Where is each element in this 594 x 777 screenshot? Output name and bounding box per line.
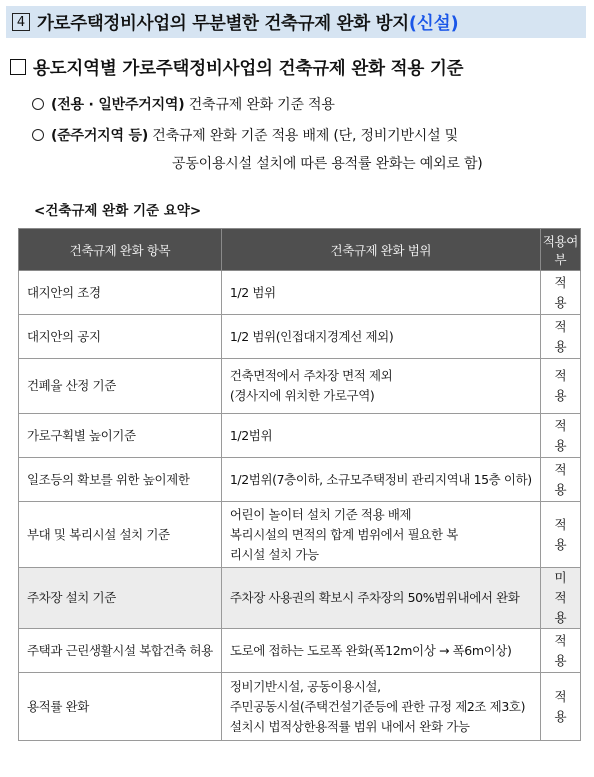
table-row [19, 359, 581, 414]
bullet-label: (전용 · 일반주거지역) [51, 97, 185, 113]
range-line: (경사지에 위치한 가로구역) [229, 388, 375, 403]
row-range [221, 414, 540, 458]
circle-bullet-icon [32, 98, 44, 110]
range-line: 도로에 접하는 도로폭 완화(폭12m이상 → 폭6m이상) [229, 642, 512, 658]
row-range [221, 502, 540, 568]
bullet-text: 건축규제 완화 기준 적용 [184, 97, 335, 113]
row-range [221, 673, 540, 741]
row-applied: 적용 [540, 271, 580, 315]
table-row [19, 673, 581, 741]
row-applied: 적용 [540, 414, 580, 458]
row-range [221, 568, 540, 629]
section-number: 4 [12, 13, 30, 31]
row-item: 대지안의 조경 [19, 271, 222, 315]
range-line: 1/2범위 [229, 427, 273, 443]
regulation-summary-table [18, 228, 581, 741]
row-applied: 적용 [540, 359, 580, 414]
row-applied: 미적용 [540, 568, 580, 629]
table-caption: <건축규제 완화 기준 요약> [34, 203, 202, 219]
range-line: 어린이 놀이터 설치 기준 적용 배제 [229, 506, 412, 522]
row-item: 일조등의 확보를 위한 높이제한 [19, 458, 222, 502]
sub-heading [10, 54, 463, 80]
row-applied: 적용 [540, 502, 580, 568]
row-item: 용적률 완화 [19, 673, 222, 741]
range-line: 주민공동시설(주택건설기준등에 관한 규정 제2조 제3호) [229, 698, 526, 714]
row-range [221, 359, 540, 414]
header-range: 건축규제 완화 범위 [221, 229, 540, 271]
row-item: 주택과 근린생활시설 복합건축 허용 [19, 629, 222, 673]
header-item: 건축규제 완화 항목 [19, 229, 222, 271]
row-applied: 적용 [540, 458, 580, 502]
section-title: 가로주택정비사업의 무분별한 건축규제 완화 방지 [37, 13, 409, 34]
range-line: 정비기반시설, 공동이용시설, [229, 678, 381, 694]
row-item: 건폐율 산정 기준 [19, 359, 222, 414]
table-row [19, 502, 581, 568]
row-item: 주차장 설치 기준 [19, 568, 222, 629]
range-line: 건축면적에서 주차장 면적 제외 [229, 368, 393, 383]
row-range [221, 629, 540, 673]
table-row [19, 315, 581, 359]
table-row [19, 271, 581, 315]
header-applied: 적용여부 [540, 229, 580, 271]
row-item: 가로구획별 높이기준 [19, 414, 222, 458]
new-tag: (신설) [408, 13, 459, 34]
range-line: 1/2 범위 [229, 284, 276, 300]
row-range [221, 458, 540, 502]
row-item: 부대 및 복리시설 설치 기준 [19, 502, 222, 568]
sub-heading-text: 용도지역별 가로주택정비사업의 건축규제 완화 적용 기준 [33, 58, 464, 79]
row-item: 대지안의 공지 [19, 315, 222, 359]
table-header-row [19, 229, 581, 271]
row-applied: 적용 [540, 673, 580, 741]
bullet-text: 건축규제 완화 기준 적용 배제 (단, 정비기반시설 및 [148, 128, 459, 144]
range-line: 1/2범위(7층이하, 소규모주택정비 관리지역내 15층 이하) [229, 471, 532, 487]
table-row [19, 629, 581, 673]
range-line: 설치시 법적상한용적률 범위 내에서 완화 가능 [229, 718, 470, 734]
range-line: 1/2 범위(인접대지경계선 제외) [229, 328, 394, 344]
checkbox-icon [10, 59, 26, 75]
table-row [19, 568, 581, 629]
range-line: 복리시설의 면적의 합계 범위에서 필요한 복 [229, 526, 458, 542]
bullet-label: (준주거지역 등) [51, 128, 149, 144]
row-applied: 적용 [540, 315, 580, 359]
range-line: 주차장 사용권의 확보시 주차장의 50%범위내에서 완화 [229, 590, 520, 605]
bullet-semi-residential [32, 125, 458, 145]
row-range [221, 315, 540, 359]
range-line: 리시설 설치 가능 [229, 546, 319, 562]
table-row [19, 414, 581, 458]
row-range [221, 271, 540, 315]
circle-bullet-icon [32, 129, 44, 141]
row-applied: 적용 [540, 629, 580, 673]
bullet-continuation: 공동이용시설 설치에 따른 용적률 완화는 예외로 함) [172, 156, 483, 172]
bullet-residential [32, 94, 335, 114]
table-row [19, 458, 581, 502]
section-title-bar [6, 6, 586, 38]
